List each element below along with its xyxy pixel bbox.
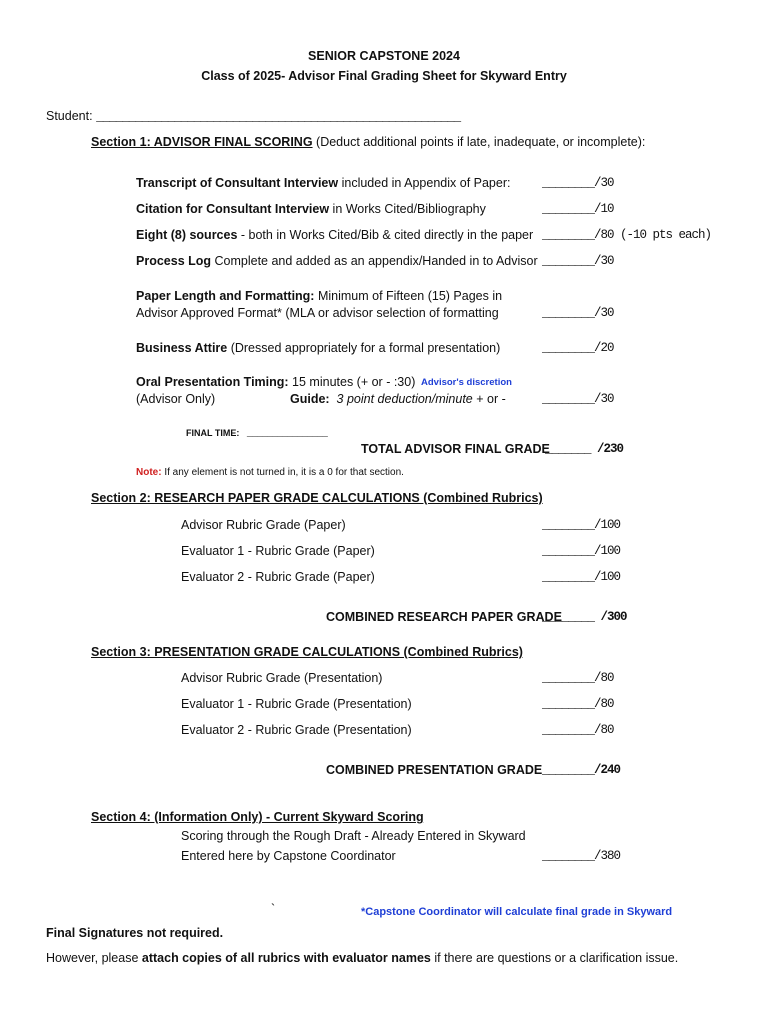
stray-tick-mark: ` [271,902,276,916]
item-paper-format: Advisor Approved Format* (MLA or advisor selection of formatting [136,306,499,320]
student-field[interactable] [46,110,460,124]
score-attire[interactable]: ________/20 [542,341,614,355]
item-citation: Citation for Consultant Interview in Works Cited/Bibliography [136,202,486,216]
section1-heading-row [91,136,645,149]
attach-rubrics-note: However, please attach copies of all rubrics with evaluator names if there are questions or a clarification issue. [46,951,679,965]
score-paper[interactable]: ________/30 [542,306,614,320]
item-oral-guide: Guide: 3 point deduction/minute + or - [290,392,506,406]
score-process-log[interactable]: ________/30 [542,254,614,268]
combined-paper-label: COMBINED RESEARCH PAPER GRADE [326,610,562,624]
final-time-field[interactable] [186,429,327,440]
item-oral-timing: Oral Presentation Timing: 15 minutes (+ or - :30) [136,375,416,389]
score-evaluator2-paper[interactable]: ________/100 [542,570,621,584]
student-name-line: ________________________________________________________ [96,110,461,124]
score-advisor-paper[interactable]: ________/100 [542,518,621,532]
item-evaluator2-presentation: Evaluator 2 - Rubric Grade (Presentation) [181,723,412,737]
item-transcript: Transcript of Consultant Interview included in Appendix of Paper: [136,176,511,190]
score-citation[interactable]: ________/10 [542,202,614,216]
item-business-attire: Business Attire (Dressed appropriately for a formal presentation) [136,341,501,355]
section4-heading: Section 4: (Information Only) - Current Skyward Scoring [91,810,424,824]
note-label: Note: [136,467,162,478]
combined-presentation-label: COMBINED PRESENTATION GRADE [326,763,543,777]
score-oral[interactable]: ________/30 [542,392,614,406]
item-process-log: Process Log Complete and added as an appendix/Handed in to Advisor [136,254,538,268]
coordinator-note: *Capstone Coordinator will calculate final grade in Skyward [361,906,673,918]
score-evaluator2-presentation[interactable]: ________/80 [542,723,614,737]
section4-line1: Scoring through the Rough Draft - Already Entered in Skyward [181,829,526,843]
item-sources: Eight (8) sources - both in Works Cited/Bib & cited directly in the paper [136,228,534,242]
score-sources[interactable]: ________/80 (-10 pts each) [542,228,712,242]
score-evaluator1-paper[interactable]: ________/100 [542,544,621,558]
signatures-note: Final Signatures not required. [46,926,224,940]
section3-heading: Section 3: PRESENTATION GRADE CALCULATIONS (Combined Rubrics) [91,645,523,659]
section2-heading: Section 2: RESEARCH PAPER GRADE CALCULATIONS (Combined Rubrics) [91,491,543,505]
document-title: SENIOR CAPSTONE 2024 [308,49,460,63]
final-time-label: FINAL TIME: [186,428,240,438]
combined-presentation-score[interactable]: ________/240 [542,763,621,777]
item-advisor-presentation: Advisor Rubric Grade (Presentation) [181,671,383,685]
student-label: Student: [46,109,93,123]
item-oral-advisor-only: (Advisor Only) [136,392,216,406]
score-evaluator1-presentation[interactable]: ________/80 [542,697,614,711]
item-advisor-paper: Advisor Rubric Grade (Paper) [181,518,346,532]
score-advisor-presentation[interactable]: ________/80 [542,671,614,685]
total-advisor-score[interactable]: _______ /230 [545,442,624,456]
item-paper-length: Paper Length and Formatting: Minimum of Fifteen (15) Pages in [136,289,503,303]
item-evaluator1-paper: Evaluator 1 - Rubric Grade (Paper) [181,544,375,558]
final-time-line: ________________ [246,429,327,440]
section1-heading: Section 1: ADVISOR FINAL SCORING [91,135,313,149]
combined-paper-score[interactable]: ________ /300 [542,610,627,624]
section4-line2: Entered here by Capstone Coordinator [181,849,396,863]
score-skyward[interactable]: ________/380 [542,849,621,863]
score-transcript[interactable]: ________/30 [542,176,614,190]
document-subtitle: Class of 2025- Advisor Final Grading Sheet for Skyward Entry [201,69,567,83]
section1-footnote [136,468,404,478]
total-advisor-label: TOTAL ADVISOR FINAL GRADE [361,442,550,456]
section1-note: (Deduct additional points if late, inadequate, or incomplete): [312,135,646,149]
item-evaluator2-paper: Evaluator 2 - Rubric Grade (Paper) [181,570,375,584]
note-text: If any element is not turned in, it is a 0 for that section. [161,467,404,478]
item-evaluator1-presentation: Evaluator 1 - Rubric Grade (Presentation) [181,697,412,711]
advisor-discretion-note: Advisor's discretion [421,377,512,388]
